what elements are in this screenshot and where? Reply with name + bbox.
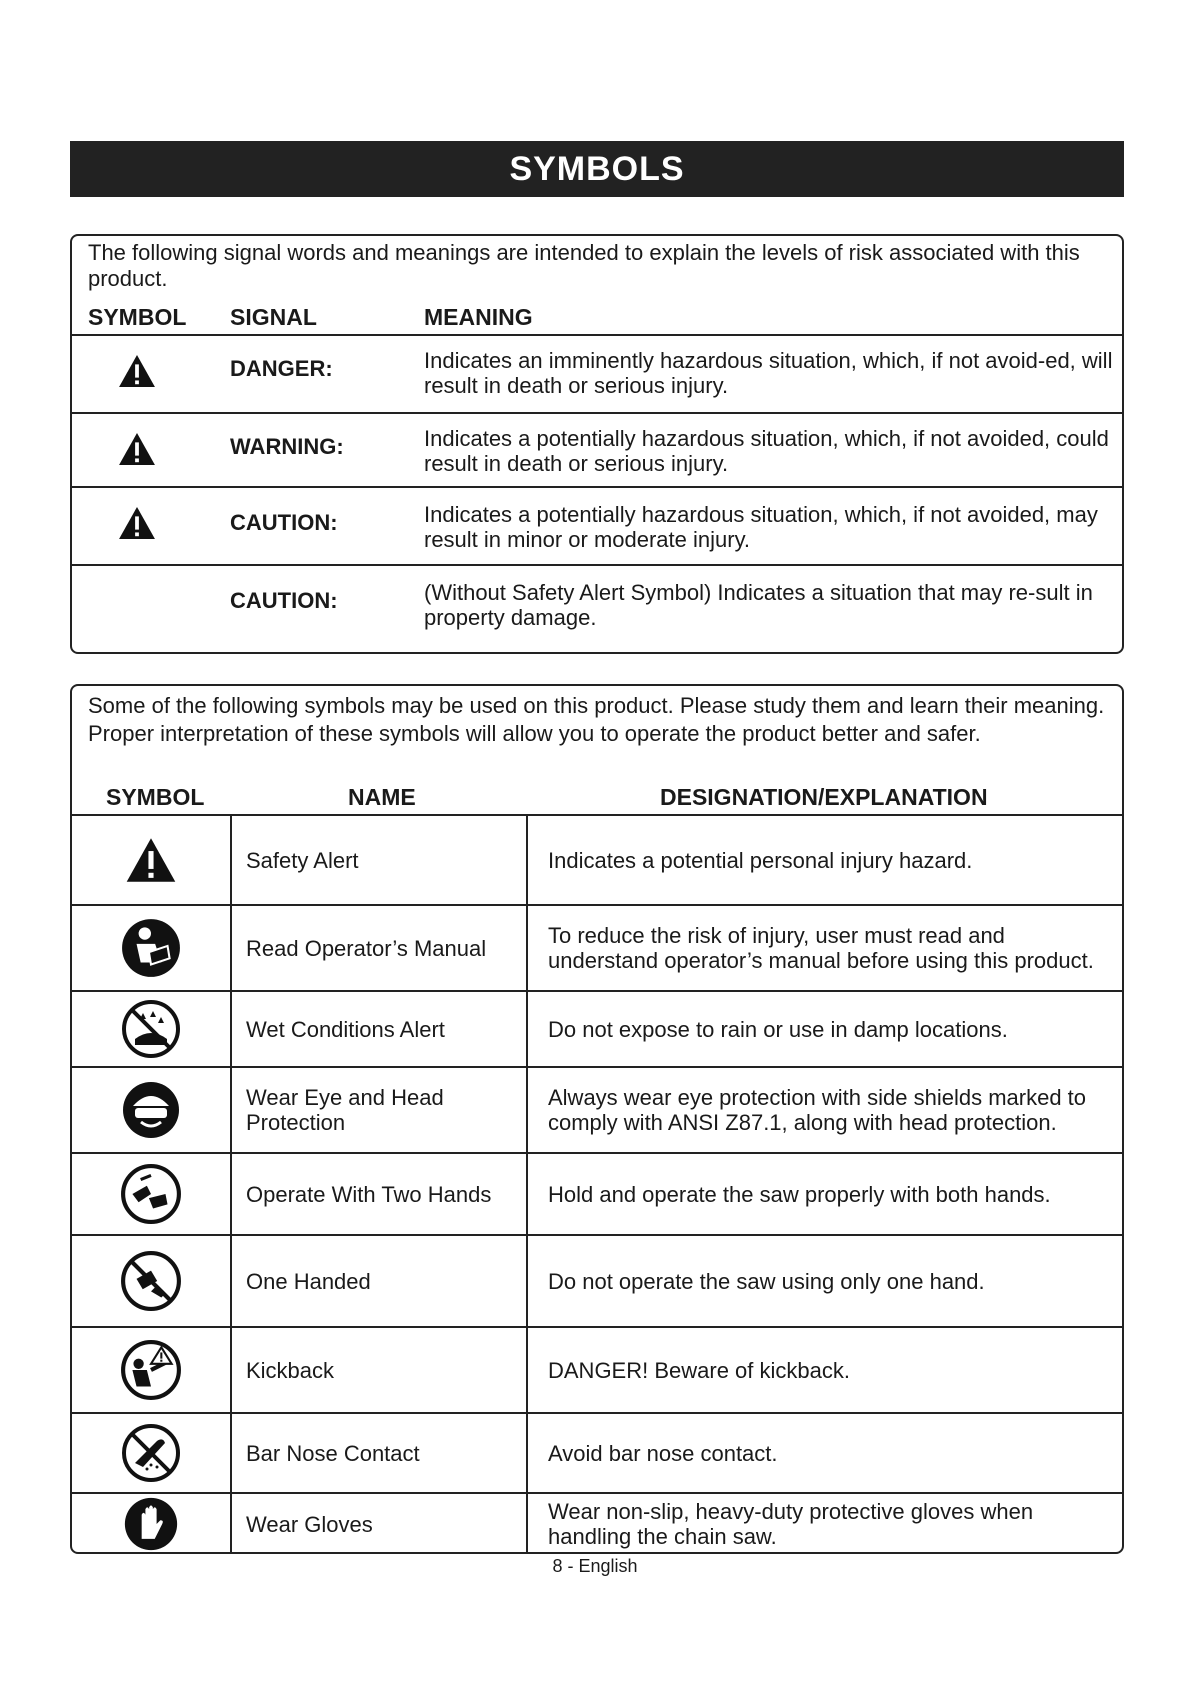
header-symbol: SYMBOL xyxy=(88,304,187,330)
signal-row-caution-property xyxy=(72,564,1122,652)
page-footer: 8 - English xyxy=(552,1556,638,1576)
symbol-desc: Always wear eye protection with side shields marked to comply with ANSI Z87.1, along with head protection. xyxy=(548,1085,1087,1135)
eye-head-protection-icon xyxy=(121,1080,181,1140)
table-row xyxy=(72,904,1122,990)
read-manual-icon xyxy=(120,917,182,979)
table-row xyxy=(72,990,1122,1066)
signal-words-box xyxy=(70,234,1124,654)
symbol-desc: Wear non-slip, heavy-duty protective gloves when handling the chain saw. xyxy=(548,1499,1034,1549)
signal-word: WARNING: xyxy=(230,434,344,459)
signal-meaning: Indicates a potentially hazardous situation, which, if not avoided, may result in minor or moderate injury. xyxy=(424,502,1098,552)
signal-word: CAUTION: xyxy=(230,588,338,613)
table-row xyxy=(72,1412,1122,1492)
safety-alert-icon xyxy=(118,354,156,388)
symbols-intro: Some of the following symbols may be used on this product. Please study them and learn their meaning. Proper interpretation of these symbols will allow you to operate the product better and safer. xyxy=(88,693,1105,746)
symbol-name: Operate With Two Hands xyxy=(230,1154,528,1234)
symbols-box xyxy=(70,684,1124,1554)
symbol-desc: Hold and operate the saw properly with both hands. xyxy=(548,1181,1051,1207)
signal-row-danger xyxy=(72,334,1122,412)
symbol-name: Wear Gloves xyxy=(230,1494,528,1554)
wet-conditions-icon xyxy=(121,999,181,1059)
kickback-icon xyxy=(120,1339,182,1401)
table-row xyxy=(72,814,1122,904)
safety-alert-icon xyxy=(118,432,156,466)
header-name: NAME xyxy=(348,784,416,810)
signal-word: DANGER: xyxy=(230,356,333,381)
symbol-desc: DANGER! Beware of kickback. xyxy=(548,1357,850,1383)
symbol-name: Read Operator’s Manual xyxy=(230,906,528,990)
header-symbol: SYMBOL xyxy=(106,784,205,810)
table-row xyxy=(72,1152,1122,1234)
signal-meaning: Indicates a potentially hazardous situation, which, if not avoided, could result in death or serious injury. xyxy=(424,426,1109,476)
signal-meaning: (Without Safety Alert Symbol) Indicates a situation that may re-sult in property damage. xyxy=(424,580,1093,630)
two-hands-icon xyxy=(120,1163,182,1225)
signal-row-warning xyxy=(72,412,1122,486)
signal-meaning: Indicates an imminently hazardous situation, which, if not avoid-ed, will result in death or serious injury. xyxy=(424,348,1113,398)
header-meaning: MEANING xyxy=(424,304,533,330)
signal-intro: The following signal words and meanings are intended to explain the levels of risk associated with this product. xyxy=(88,240,1080,291)
symbol-desc: Indicates a potential personal injury hazard. xyxy=(548,847,973,873)
banner-title: SYMBOLS xyxy=(509,149,685,188)
signal-row-caution xyxy=(72,486,1122,564)
section-banner xyxy=(70,141,1124,197)
symbol-name: Kickback xyxy=(230,1328,528,1412)
symbol-desc: Avoid bar nose contact. xyxy=(548,1440,778,1466)
symbol-name: Wet Conditions Alert xyxy=(230,992,528,1066)
safety-alert-icon xyxy=(125,837,177,883)
signal-word: CAUTION: xyxy=(230,510,338,535)
table-row xyxy=(72,1492,1122,1554)
symbol-name: Bar Nose Contact xyxy=(230,1414,528,1492)
symbol-desc: Do not operate the saw using only one hand. xyxy=(548,1268,985,1294)
wear-gloves-icon xyxy=(123,1496,179,1552)
symbol-name: Wear Eye and Head Protection xyxy=(230,1068,528,1152)
table-row xyxy=(72,1326,1122,1412)
symbol-desc: To reduce the risk of injury, user must read and understand operator’s manual before using this product. xyxy=(548,923,1094,973)
one-handed-prohibited-icon xyxy=(120,1250,182,1312)
bar-nose-contact-icon xyxy=(121,1423,181,1483)
symbol-desc: Do not expose to rain or use in damp locations. xyxy=(548,1016,1008,1042)
symbol-name: One Handed xyxy=(230,1236,528,1326)
safety-alert-icon xyxy=(118,506,156,540)
table-row xyxy=(72,1066,1122,1152)
header-signal: SIGNAL xyxy=(230,304,317,330)
header-designation: DESIGNATION/EXPLANATION xyxy=(660,784,988,810)
symbol-name: Safety Alert xyxy=(230,816,528,904)
table-row xyxy=(72,1234,1122,1326)
